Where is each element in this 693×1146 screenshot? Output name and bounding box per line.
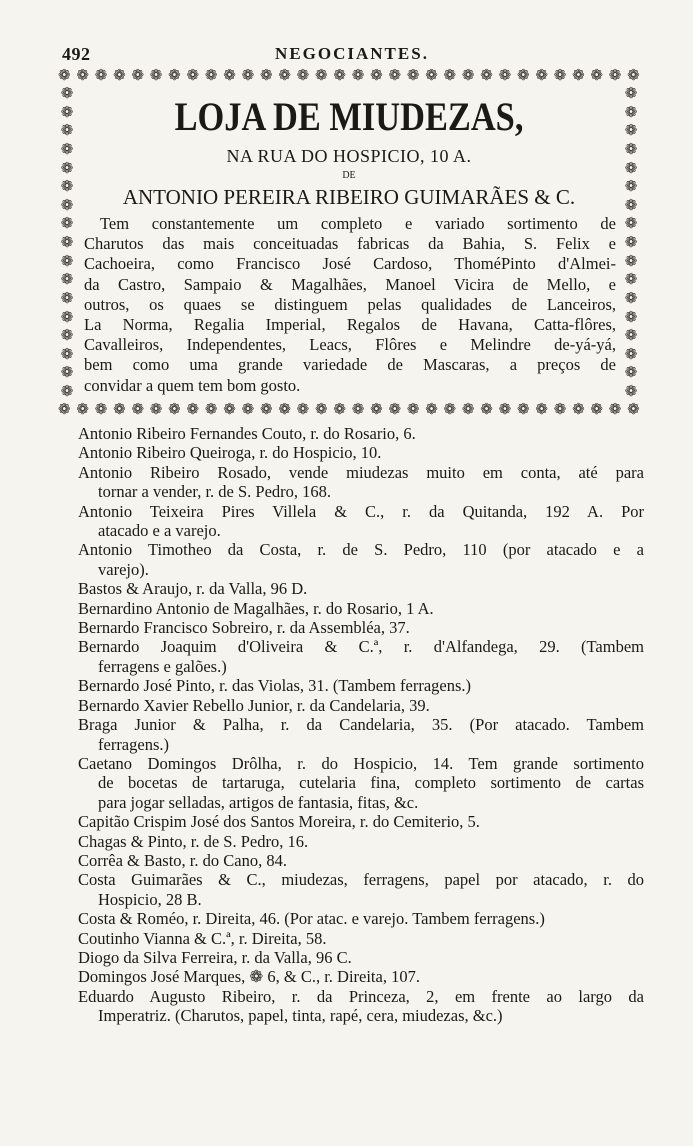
- entry-line: Antonio Ribeiro Fernandes Couto, r. do Rosario, 6.: [78, 424, 416, 443]
- entry-line: Costa & Roméo, r. Direita, 46. (Por atac. e varejo. Tambem ferragens.): [78, 909, 545, 929]
- directory-entry: [78, 812, 644, 831]
- ornament-flower-icon: ❁: [186, 66, 200, 84]
- ornament-flower-icon: ❁: [60, 326, 74, 345]
- directory-entry: [78, 696, 644, 715]
- advertisement-body-line: Cachoeira, como Francisco José Cardoso, ThoméPinto d'Almei-: [84, 254, 616, 274]
- ornament-flower-icon: ❁: [259, 400, 273, 418]
- advertisement-box: [58, 66, 640, 418]
- ornament-flower-icon: ❁: [131, 400, 145, 418]
- directory-entry: [78, 502, 644, 541]
- ornament-flower-icon: ❁: [624, 270, 638, 289]
- ornament-flower-icon: ❁: [58, 66, 71, 84]
- ornament-flower-icon: ❁: [624, 121, 638, 140]
- advertisement-address: NA RUA DO HOSPICIO, 10 A.: [226, 146, 472, 166]
- ornament-flower-icon: ❁: [480, 400, 493, 418]
- advertisement-body-line: convidar a quem tem bom gosto.: [84, 375, 301, 395]
- ornament-flower-icon: ❁: [131, 66, 145, 84]
- advertisement-body-line: bem como uma grande variedade de Mascaras, a preços de: [84, 355, 616, 375]
- directory-entry: [78, 424, 644, 443]
- directory-entry: [78, 754, 644, 812]
- entry-line: para jogar selladas, artigos de fantasia, fitas, &c.: [98, 792, 419, 812]
- entry-line: Imperatriz. (Charutos, papel, tinta, rapé, cera, miudezas, &c.): [98, 1006, 503, 1026]
- directory-entry: [78, 637, 644, 676]
- directory-entry: [78, 579, 644, 598]
- directory-entry: [78, 967, 644, 986]
- ornament-flower-icon: ❁: [60, 307, 74, 326]
- entry-line: Capitão Crispim José dos Santos Moreira, r. do Cemiterio, 5.: [78, 812, 480, 832]
- directory-entry: [78, 987, 644, 1026]
- entry-line: tornar a vender, r. de S. Pedro, 168.: [98, 482, 332, 502]
- ornament-flower-icon: ❁: [516, 66, 530, 84]
- ornament-flower-icon: ❁: [204, 400, 218, 418]
- ornament-flower-icon: ❁: [388, 400, 402, 418]
- entry-line: Caetano Domingos Drôlha, r. do Hospicio, 14. Tem grande sortimento: [78, 753, 644, 773]
- advertisement-firm: ANTONIO PEREIRA RIBEIRO GUIMARÃES & C.: [122, 185, 576, 209]
- entry-line: Bernardo Xavier Rebello Junior, r. da Candelaria, 39.: [78, 695, 430, 715]
- entry-line: Antonio Ribeiro Rosado, vende miudezas muito em conta, até para: [78, 462, 644, 482]
- directory-entry: [78, 870, 644, 909]
- ornament-border-right: [622, 84, 640, 400]
- entry-line: Diogo da Silva Ferreira, r. da Valla, 96 C.: [78, 947, 352, 967]
- ornament-border-left: [58, 84, 76, 400]
- ornament-flower-icon: ❁: [76, 66, 89, 84]
- ornament-flower-icon: ❁: [60, 195, 74, 214]
- ornament-flower-icon: ❁: [572, 400, 585, 418]
- ornament-flower-icon: ❁: [627, 400, 640, 418]
- ornament-flower-icon: ❁: [60, 363, 74, 382]
- ornament-flower-icon: ❁: [60, 84, 74, 102]
- ornament-flower-icon: ❁: [498, 66, 512, 84]
- ornament-flower-icon: ❁: [76, 400, 89, 418]
- ornament-flower-icon: ❁: [333, 400, 346, 418]
- ornament-flower-icon: ❁: [590, 400, 603, 418]
- entry-line: Braga Junior & Palha, r. da Candelaria, 35. (Por atacado. Tambem: [78, 715, 644, 735]
- ornament-flower-icon: ❁: [624, 382, 638, 400]
- entry-line: ferragens.): [98, 734, 169, 754]
- ornament-flower-icon: ❁: [60, 102, 74, 121]
- ornament-flower-icon: ❁: [241, 400, 255, 418]
- ornament-flower-icon: ❁: [624, 251, 638, 270]
- entry-line: Chagas & Pinto, r. de S. Pedro, 16.: [78, 831, 309, 851]
- ornament-flower-icon: ❁: [186, 400, 200, 418]
- ornament-flower-icon: ❁: [608, 66, 622, 84]
- ornament-flower-icon: ❁: [624, 233, 638, 251]
- directory-entry: [78, 443, 644, 462]
- ornament-flower-icon: ❁: [498, 400, 512, 418]
- ornament-flower-icon: ❁: [624, 84, 638, 102]
- ornament-flower-icon: ❁: [624, 195, 638, 214]
- ornament-flower-icon: ❁: [370, 66, 383, 84]
- directory-entry: [78, 676, 644, 695]
- running-head: NEGOCIANTES.: [275, 44, 429, 63]
- directory-entry: [78, 599, 644, 618]
- ornament-flower-icon: ❁: [149, 66, 163, 84]
- ornament-flower-icon: ❁: [94, 400, 108, 418]
- ornament-flower-icon: ❁: [60, 288, 74, 307]
- entry-line: Bernardo Francisco Sobreiro, r. da Assembléa, 37.: [78, 618, 410, 638]
- ornament-flower-icon: ❁: [624, 139, 638, 158]
- ornament-flower-icon: ❁: [58, 400, 71, 418]
- ornament-flower-icon: ❁: [461, 400, 475, 418]
- ornament-flower-icon: ❁: [624, 326, 638, 345]
- advertisement-body-line: outros, os quaes se distinguem pelas qualidades de Lanceiros,: [84, 294, 616, 314]
- entry-line: atacado e a varejo.: [98, 521, 221, 541]
- ornament-flower-icon: ❁: [259, 66, 273, 84]
- ornament-flower-icon: ❁: [60, 251, 74, 270]
- entry-line: Bernardo José Pinto, r. das Violas, 31. (Tambem ferragens.): [78, 676, 472, 696]
- entry-line: Antonio Teixeira Pires Villela & C., r. da Quitanda, 192 A. Por: [78, 501, 644, 521]
- ornament-border-top: [58, 66, 640, 84]
- entry-line: Costa Guimarães & C., miudezas, ferragens, papel por atacado, r. do: [78, 870, 644, 890]
- advertisement-body-line: Tem constantemente um completo e variado sortimento de: [100, 214, 616, 233]
- page-number: 492: [62, 44, 91, 64]
- ornament-flower-icon: ❁: [204, 66, 218, 84]
- ornament-flower-icon: ❁: [590, 66, 603, 84]
- ornament-flower-icon: ❁: [480, 66, 493, 84]
- ornament-flower-icon: ❁: [60, 382, 74, 400]
- entry-line: varejo).: [98, 559, 149, 579]
- ornament-flower-icon: ❁: [624, 307, 638, 326]
- ornament-flower-icon: ❁: [296, 66, 310, 84]
- entry-line: Domingos José Marques, ❁ 6, & C., r. Direita, 107.: [78, 967, 420, 987]
- ornament-flower-icon: ❁: [60, 344, 74, 363]
- ornament-flower-icon: ❁: [535, 66, 548, 84]
- ornament-flower-icon: ❁: [553, 66, 567, 84]
- ornament-flower-icon: ❁: [624, 177, 638, 196]
- entry-line: de bocetas de tartaruga, cutelaria fina, completo sortimento de cartas: [98, 773, 644, 793]
- entry-line: Bernardino Antonio de Magalhães, r. do Rosario, 1 A.: [78, 598, 434, 618]
- ornament-flower-icon: ❁: [624, 344, 638, 363]
- entry-line: Eduardo Augusto Ribeiro, r. da Princeza, 2, em frente ao largo da: [78, 986, 644, 1006]
- advertisement-body: [84, 214, 616, 396]
- directory-entry: [78, 948, 644, 967]
- advertisement-de: DE: [342, 170, 356, 181]
- ornament-flower-icon: ❁: [278, 66, 291, 84]
- ornament-flower-icon: ❁: [406, 66, 420, 84]
- entry-line: Antonio Ribeiro Queiroga, r. do Hospicio, 10.: [78, 443, 382, 463]
- ornament-flower-icon: ❁: [60, 270, 74, 289]
- ornament-flower-icon: ❁: [315, 400, 328, 418]
- merchant-list: [78, 424, 644, 1026]
- ornament-flower-icon: ❁: [624, 158, 638, 177]
- advertisement-body-line: Charutos das mais conceituadas fabricas da Bahia, S. Felix e: [84, 234, 616, 254]
- ornament-flower-icon: ❁: [406, 400, 420, 418]
- entry-line: Coutinho Vianna & C.ª, r. Direita, 58.: [78, 928, 327, 948]
- ornament-flower-icon: ❁: [461, 66, 475, 84]
- ornament-flower-icon: ❁: [388, 66, 402, 84]
- ornament-flower-icon: ❁: [535, 400, 548, 418]
- directory-entry: [78, 463, 644, 502]
- ornament-flower-icon: ❁: [223, 400, 236, 418]
- ornament-flower-icon: ❁: [60, 139, 74, 158]
- ornament-flower-icon: ❁: [333, 66, 346, 84]
- ornament-flower-icon: ❁: [443, 66, 457, 84]
- ornament-flower-icon: ❁: [223, 66, 236, 84]
- page-header: [62, 44, 642, 68]
- entry-line: ferragens e galões.): [98, 656, 227, 676]
- ornament-flower-icon: ❁: [425, 400, 438, 418]
- entry-line: Bernardo Joaquim d'Oliveira & C.ª, r. d'Alfandega, 29. (Tambem: [78, 637, 644, 657]
- advertisement-body-line: da Castro, Sampaio & Magalhães, Manoel Vicira de Mello, e: [84, 274, 616, 294]
- directory-entry: [78, 618, 644, 637]
- entry-line: Bastos & Araujo, r. da Valla, 96 D.: [78, 579, 308, 599]
- ornament-flower-icon: ❁: [608, 400, 622, 418]
- advertisement-body-line: Cavalleiros, Independentes, Leacs, Flôres e Melindre de-yá-yá,: [84, 335, 616, 355]
- ornament-flower-icon: ❁: [351, 400, 365, 418]
- advertisement-body-line: La Norma, Regalia Imperial, Regalos de Havana, Catta-flôres,: [84, 315, 616, 335]
- ornament-flower-icon: ❁: [516, 400, 530, 418]
- ornament-flower-icon: ❁: [315, 66, 328, 84]
- ornament-flower-icon: ❁: [60, 233, 74, 251]
- directory-entry: [78, 715, 644, 754]
- directory-entry: [78, 540, 644, 579]
- ornament-flower-icon: ❁: [351, 66, 365, 84]
- ornament-flower-icon: ❁: [624, 102, 638, 121]
- ornament-flower-icon: ❁: [94, 66, 108, 84]
- ornament-flower-icon: ❁: [149, 400, 163, 418]
- ornament-flower-icon: ❁: [113, 400, 126, 418]
- directory-entry: [78, 832, 644, 851]
- ornament-flower-icon: ❁: [425, 66, 438, 84]
- advertisement-title: LOJA DE MIUDEZAS,: [174, 94, 524, 139]
- ornament-flower-icon: ❁: [168, 66, 181, 84]
- ornament-flower-icon: ❁: [370, 400, 383, 418]
- ornament-flower-icon: ❁: [624, 288, 638, 307]
- ornament-flower-icon: ❁: [60, 158, 74, 177]
- entry-line: Corrêa & Basto, r. do Cano, 84.: [78, 850, 287, 870]
- ornament-flower-icon: ❁: [113, 66, 126, 84]
- entry-line: Antonio Timotheo da Costa, r. de S. Pedro, 110 (por atacado e a: [78, 540, 644, 560]
- ornament-flower-icon: ❁: [572, 66, 585, 84]
- directory-entry: [78, 851, 644, 870]
- ornament-flower-icon: ❁: [60, 177, 74, 196]
- ornament-flower-icon: ❁: [553, 400, 567, 418]
- ornament-border-bottom: [58, 400, 640, 418]
- ornament-flower-icon: ❁: [296, 400, 310, 418]
- directory-entry: [78, 929, 644, 948]
- ornament-flower-icon: ❁: [627, 66, 640, 84]
- ornament-flower-icon: ❁: [60, 214, 74, 233]
- directory-entry: [78, 909, 644, 928]
- entry-line: Hospicio, 28 B.: [98, 889, 202, 909]
- ornament-flower-icon: ❁: [60, 121, 74, 140]
- ornament-flower-icon: ❁: [443, 400, 457, 418]
- ornament-flower-icon: ❁: [624, 214, 638, 233]
- ornament-flower-icon: ❁: [278, 400, 291, 418]
- ornament-flower-icon: ❁: [168, 400, 181, 418]
- ornament-flower-icon: ❁: [241, 66, 255, 84]
- ornament-flower-icon: ❁: [624, 363, 638, 382]
